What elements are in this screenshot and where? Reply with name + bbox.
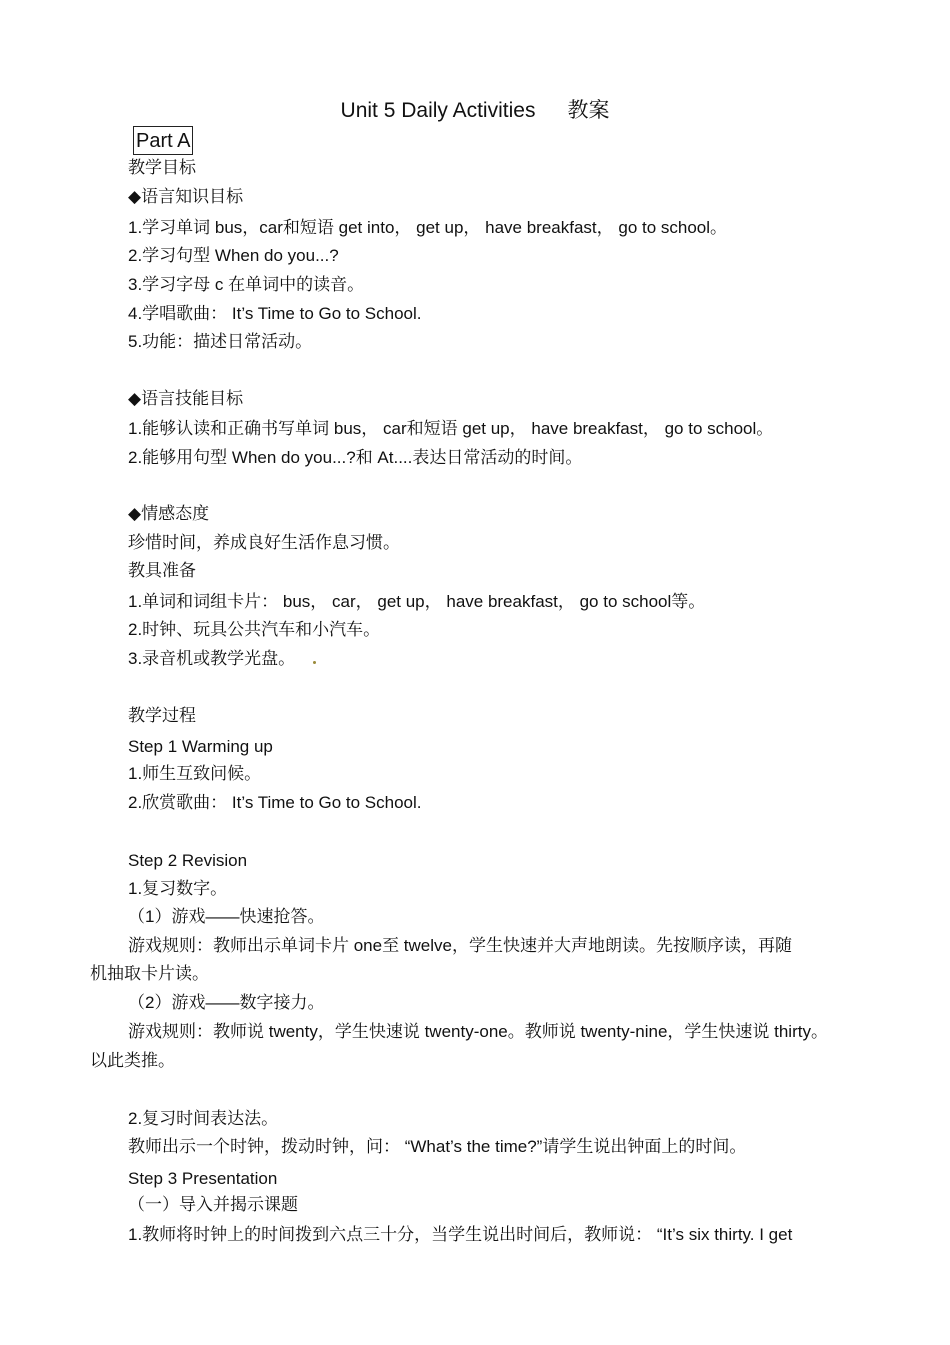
doc-line: 2.学习句型 When do you...? — [128, 246, 339, 265]
doc-line: 1.学习单词 bus，car和短语 get into， get up， have breakfast， go to school。 — [128, 218, 728, 237]
doc-line: 1.能够认读和正确书写单词 bus， car和短语 get up， have breakfast， go to school。 — [128, 419, 774, 438]
doc-line: （一）导入并揭示课题 — [128, 1195, 298, 1214]
doc-line: 1.复习数字。 — [128, 879, 228, 898]
doc-line: 2.能够用句型 When do you...?和 At....表达日常活动的时间。 — [128, 448, 583, 467]
doc-line: Step 3 Presentation — [128, 1169, 278, 1188]
doc-line: 1.教师将时钟上的时间拨到六点三十分，当学生说出时间后，教师说： “It’s six thirty. I get — [128, 1225, 793, 1244]
doc-line: 2.欣赏歌曲： It’s Time to Go to School. — [128, 793, 422, 812]
doc-line: ◆语言技能目标 — [128, 389, 244, 408]
doc-line: 4.学唱歌曲： It’s Time to Go to School. — [128, 304, 422, 323]
doc-line: 3.录音机或教学光盘。 — [128, 649, 296, 668]
doc-line: 1.单词和词组卡片： bus， car， get up， have breakfast， go to school等。 — [128, 592, 706, 611]
doc-line: 以此类推。 — [90, 1051, 175, 1070]
title-text: Unit 5 Daily Activities — [340, 99, 536, 122]
doc-line: 机抽取卡片读。 — [90, 964, 209, 983]
doc-line: （2）游戏——数字接力。 — [128, 993, 325, 1012]
doc-line: 3.学习字母 c 在单词中的读音。 — [128, 275, 365, 294]
doc-line: ◆情感态度 — [128, 504, 210, 523]
doc-line: （1）游戏——快速抢答。 — [128, 907, 325, 926]
doc-line: 教师出示一个时钟，拨动时钟，问： “What’s the time?”请学生说出钟面上的时间。 — [128, 1137, 747, 1156]
doc-line: Step 2 Revision — [128, 851, 248, 870]
doc-line: 2.复习时间表达法。 — [128, 1109, 279, 1128]
doc-line: 5.功能：描述日常活动。 — [128, 332, 313, 351]
doc-line: ◆语言知识目标 — [128, 187, 244, 206]
speck — [313, 661, 316, 664]
title-suffix: 教案 — [567, 99, 610, 122]
doc-line: 教学过程 — [128, 706, 196, 725]
doc-line: 游戏规则：教师说 twenty，学生快速说 twenty-one。教师说 twenty-nine，学生快速说 thirty。 — [128, 1022, 828, 1041]
doc-line: 游戏规则：教师出示单词卡片 one至 twelve，学生快速并大声地朗读。先按顺序读，再随 — [128, 936, 792, 955]
doc-line: Step 1 Warming up — [128, 737, 273, 756]
doc-line: 珍惜时间，养成良好生活作息习惯。 — [128, 533, 400, 552]
document-title — [0, 98, 950, 124]
doc-line: 教学目标 — [128, 158, 196, 177]
doc-line: 2.时钟、玩具公共汽车和小汽车。 — [128, 620, 381, 639]
doc-line: 教具准备 — [128, 561, 196, 580]
doc-line: 1.师生互致问候。 — [128, 764, 262, 783]
part-label: Part A — [133, 126, 193, 155]
